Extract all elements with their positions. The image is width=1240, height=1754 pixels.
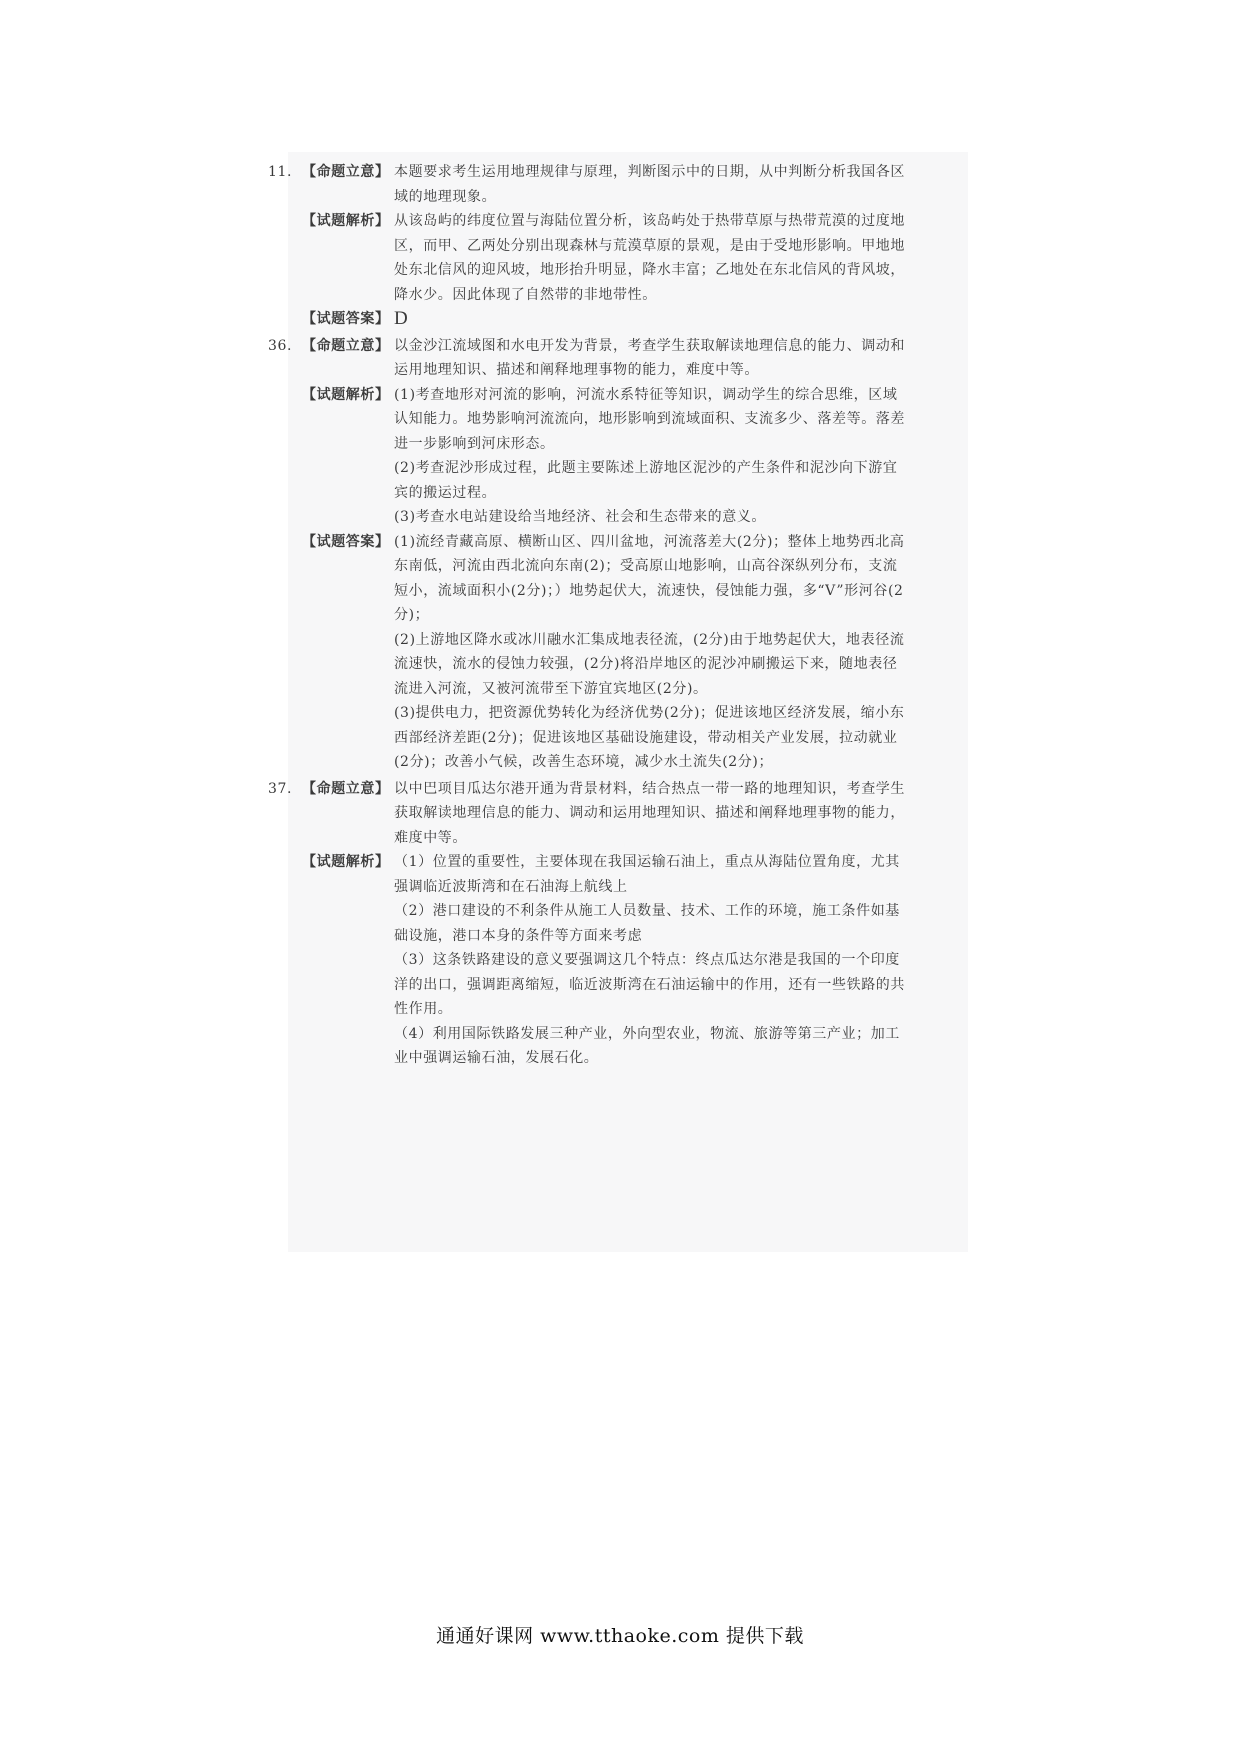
- analysis-item: (2)考查泥沙形成过程，此题主要陈述上游地区泥沙的产生条件和泥沙向下游宜宾的搬运过程。: [394, 460, 898, 501]
- analysis-section: [302, 383, 908, 530]
- intent-text: 以中巴项目瓜达尔港开通为背景材料，结合热点一带一路的地理知识，考查学生获取解读地理信息的能力、调动和运用地理知识、描述和阐释地理事物的能力，难度中等。: [394, 780, 905, 846]
- intent-label: 【命题立意】: [302, 780, 390, 797]
- analysis-label: 【试题解析】: [302, 386, 390, 403]
- footer-source: 通通好课网 www.tthaoke.com 提供下载: [436, 1625, 804, 1647]
- answer-item: (2)上游地区降水或冰川融水汇集成地表径流，(2分)由于地势起伏大，地表径流流速快，流水的侵蚀力较强，(2分)将沿岸地区的泥沙冲刷搬运下来，随地表径流进入河流，又被河流带至下游宜宾地区(2分)。: [394, 631, 905, 697]
- analysis-label: 【试题解析】: [302, 213, 390, 229]
- question-36: [268, 334, 908, 775]
- analysis-label: 【试题解析】: [302, 854, 390, 870]
- intent-section: [302, 334, 908, 383]
- question-number: 11.: [268, 164, 293, 180]
- analysis-section: [302, 850, 908, 1071]
- answer-text: D: [394, 308, 409, 329]
- analysis-item: (3)考查水电站建设给当地经济、社会和生态带来的意义。: [394, 509, 767, 525]
- question-37: [268, 777, 908, 1071]
- question-11: [268, 160, 908, 332]
- answer-label: 【试题答案】: [302, 533, 390, 550]
- analysis-item: （3）这条铁路建设的意义要强调这几个特点：终点瓜达尔港是我国的一个印度洋的出口，强调距离缩短，临近波斯湾在石油运输中的作用，还有一些铁路的共性作用。: [394, 952, 905, 1017]
- analysis-items: [394, 850, 908, 1071]
- analysis-item: （4）利用国际铁路发展三种产业，外向型农业，物流、旅游等第三产业；加工业中强调运输石油，发展石化。: [394, 1025, 900, 1066]
- analysis-text: 从该岛屿的纬度位置与海陆位置分析，该岛屿处于热带草原与热带荒漠的过度地区，而甲、乙两处分别出现森林与荒漠草原的景观，是由于受地形影响。甲地地处东北信风的迎风坡，地形抬升明显，降水丰富；乙地处在东北信风的背风坡，降水少。因此体现了自然带的非地带性。: [394, 213, 905, 303]
- intent-section: [302, 777, 908, 851]
- analysis-item: （1）位置的重要性，主要体现在我国运输石油上，重点从海陆位置角度，尤其强调临近波斯湾和在石油海上航线上: [394, 854, 900, 895]
- question-number: 37.: [268, 780, 293, 797]
- question-body: [302, 777, 908, 1071]
- answer-section: [302, 307, 908, 332]
- intent-section: [302, 160, 908, 209]
- answer-label: 【试题答案】: [302, 311, 390, 327]
- question-body: [302, 334, 908, 775]
- answer-content: [268, 160, 908, 1071]
- analysis-items: [394, 383, 908, 530]
- analysis-section: [302, 209, 908, 307]
- analysis-item: （2）港口建设的不利条件从施工人员数量、技术、工作的环境，施工条件如基础设施，港口本身的条件等方面来考虑: [394, 903, 900, 944]
- question-body: [302, 160, 908, 332]
- answer-items: [394, 530, 908, 775]
- question-number: 36.: [268, 337, 293, 354]
- intent-label: 【命题立意】: [302, 164, 390, 180]
- analysis-item: (1)考查地形对河流的影响，河流水系特征等知识，调动学生的综合思维，区域认知能力。地势影响河流流向，地形影响到流域面积、支流多少、落差等。落差进一步影响到河床形态。: [394, 386, 905, 452]
- answer-item: (1)流经青藏高原、横断山区、四川盆地，河流落差大(2分)；整体上地势西北高东南低，河流由西北流向东南(2)；受高原山地影响，山高谷深纵列分布，支流短小，流域面积小(2分)；）地势起伏大，流速快，侵蚀能力强，多“V”形河谷(2分)；: [394, 533, 905, 623]
- intent-label: 【命题立意】: [302, 337, 390, 354]
- answer-section: [302, 530, 908, 775]
- intent-text: 本题要求考生运用地理规律与原理，判断图示中的日期，从中判断分析我国各区域的地理现象。: [394, 164, 905, 205]
- answer-item: (3)提供电力，把资源优势转化为经济优势(2分)；促进该地区经济发展，缩小东西部经济差距(2分)；促进该地区基础设施建设，带动相关产业发展，拉动就业(2分)；改善小气候，改善生态环境，减少水土流失(2分)；: [394, 705, 905, 770]
- intent-text: 以金沙江流域图和水电开发为背景，考查学生获取解读地理信息的能力、调动和运用地理知识、描述和阐释地理事物的能力，难度中等。: [394, 337, 905, 378]
